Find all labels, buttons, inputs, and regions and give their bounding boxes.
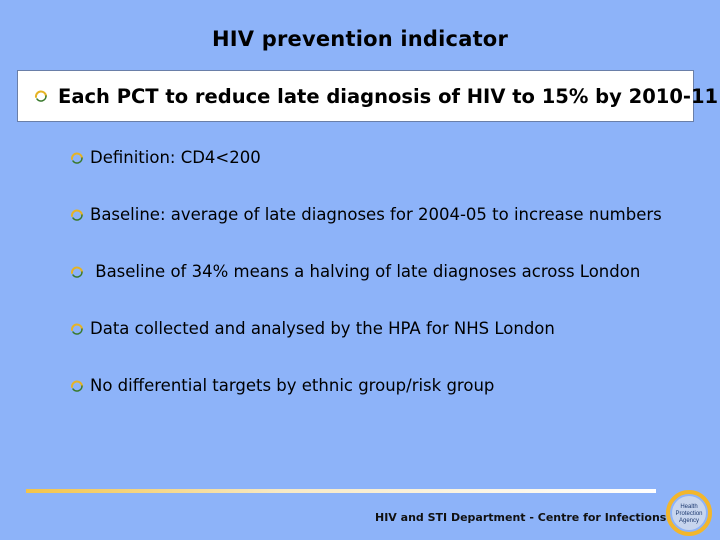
swirl-bullet-icon	[70, 151, 84, 165]
swirl-bullet-icon	[70, 379, 84, 393]
swirl-bullet-icon	[70, 265, 84, 279]
footer-text: HIV and STI Department - Centre for Infections	[375, 511, 667, 524]
bullet-text: Baseline: average of late diagnoses for 2004-05 to increase numbers	[90, 205, 662, 224]
headline-text: Each PCT to reduce late diagnosis of HIV to 15% by 2010-11	[58, 84, 719, 108]
bullet-targets	[70, 376, 494, 395]
bullet-text: Definition: CD4<200	[90, 148, 261, 167]
logo-word: Agency	[678, 518, 700, 524]
bullet-text: No differential targets by ethnic group/risk group	[90, 376, 495, 395]
bullet-halving	[70, 262, 640, 281]
bullet-data-collection	[70, 319, 555, 338]
slide-title: HIV prevention indicator	[211, 27, 508, 51]
logo-word: Health	[680, 504, 698, 510]
bullet-definition	[70, 148, 261, 167]
swirl-bullet-icon	[34, 89, 48, 103]
bullet-text: Data collected and analysed by the HPA for NHS London	[90, 319, 555, 338]
footer-divider	[26, 489, 656, 493]
headline-box	[17, 70, 719, 122]
logo-word: Protection	[675, 511, 703, 517]
swirl-bullet-icon	[70, 208, 84, 222]
bullet-baseline	[70, 205, 662, 224]
bullet-text: Baseline of 34% means a halving of late diagnoses across London	[90, 262, 641, 281]
hpa-logo	[664, 490, 714, 536]
swirl-bullet-icon	[70, 322, 84, 336]
